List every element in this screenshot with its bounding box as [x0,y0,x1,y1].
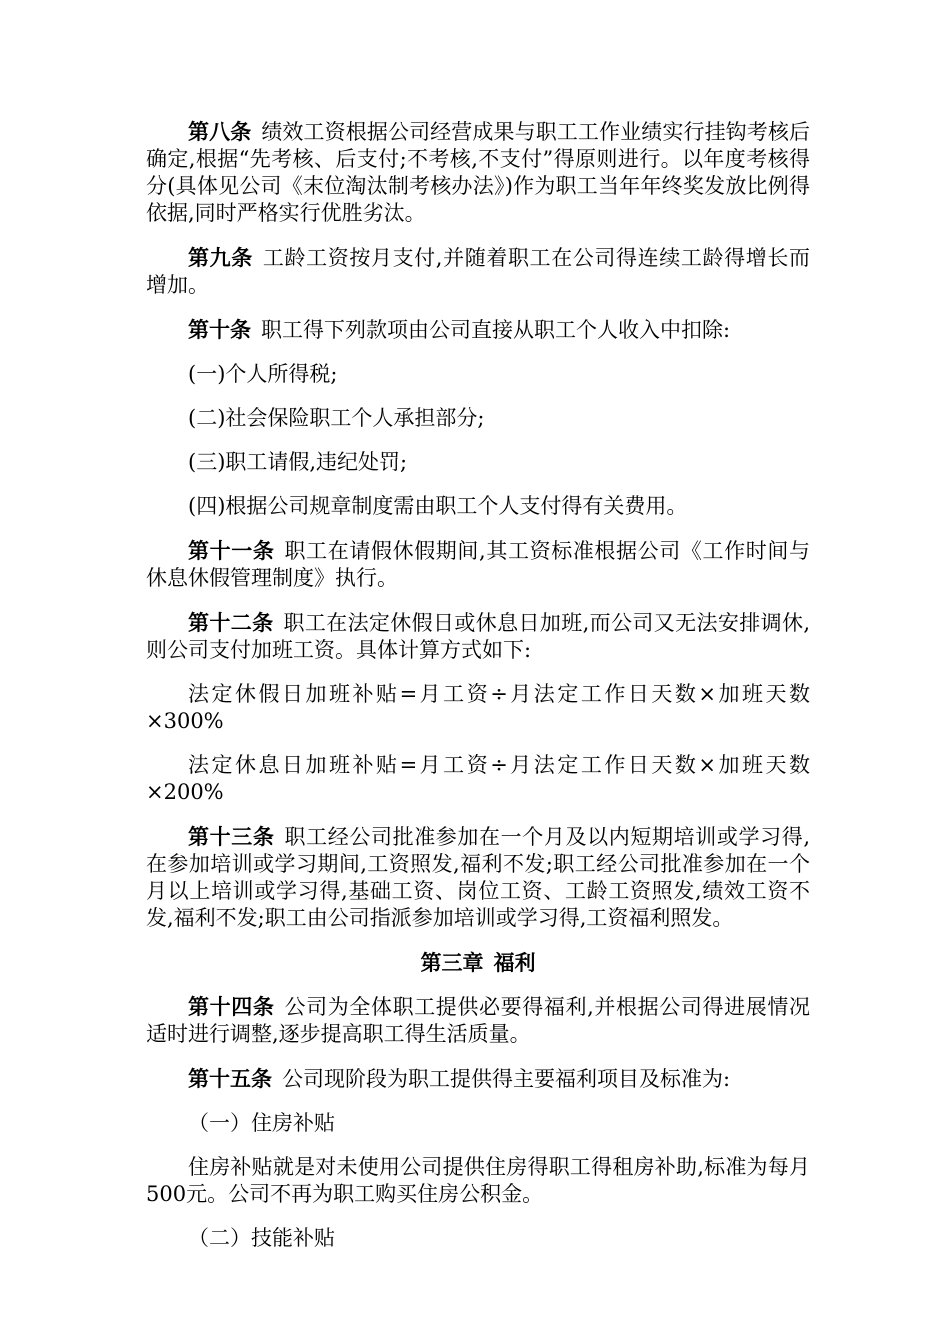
article-13 [146,823,810,932]
article-15 [146,1065,810,1093]
article-body: 工龄工资按月支付,并随着职工在公司得连续工龄得增长而增加。 [146,246,810,297]
article-body: 职工在请假休假期间,其工资标准根据公司《工作时间与休息休假管理制度》执行。 [146,539,810,590]
article-12 [146,609,810,664]
article-title: 第十二条 [188,610,274,635]
deduction-item: (一)个人所得税; [188,362,338,386]
deduction-item: (二)社会保险职工个人承担部分; [188,406,485,430]
article-body: 职工在法定休假日或休息日加班,而公司又无法安排调休,则公司支付加班工资。具体计算方式如下: [146,611,810,662]
chapter-number: 第三章 [420,950,484,975]
article-body: 职工经公司批准参加在一个月及以内短期培训或学习得,在参加培训或学习期间,工资照发,福利不发;职工经公司批准参加在一个月以上培训或学习得,基础工资、岗位工资、工龄工资照发,绩效工资不发,福利不发;职工由公司指派参加培训或学习得,工资福利照发。 [146,825,810,930]
article-body: 公司现阶段为职工提供得主要福利项目及标准为: [282,1067,731,1091]
deduction-item: (三)职工请假,违纪处罚; [188,450,408,474]
article-8 [146,118,810,227]
article-14 [146,993,810,1048]
skill-subsidy-title: （二）技能补贴 [188,1226,335,1250]
housing-subsidy-title: （一）住房补贴 [188,1111,335,1135]
article-10 [146,316,810,344]
document-page [146,118,810,1269]
article-11 [146,537,810,592]
chapter-heading [146,949,810,976]
overtime-formula-restday: 法定休息日加班补贴=月工资÷月法定工作日天数×加班天数×200% [146,753,810,804]
deduction-item: (四)根据公司规章制度需由职工个人支付得有关费用。 [188,494,688,518]
article-body: 公司为全体职工提供必要得福利,并根据公司得进展情况适时进行调整,逐步提高职工得生活质量。 [146,995,810,1046]
article-9 [146,244,810,299]
article-title: 第十三条 [188,824,275,849]
chapter-name: 福利 [493,950,536,975]
article-title: 第十四条 [188,994,275,1019]
article-title: 第八条 [188,119,252,144]
article-title: 第九条 [188,245,253,270]
article-body: 职工得下列款项由公司直接从职工个人收入中扣除: [261,318,731,342]
overtime-formula-holiday: 法定休假日加班补贴=月工资÷月法定工作日天数×加班天数×300% [146,682,810,733]
article-body: 绩效工资根据公司经营成果与职工工作业绩实行挂钩考核后确定,根据“先考核、后支付;不考核,不支付”得原则进行。以年度考核得分(具体见公司《末位淘汰制考核办法》)作为职工当年年终奖发放比例得依据,同时严格实行优胜劣汰。 [146,120,811,225]
article-title: 第十一条 [188,538,275,563]
article-title: 第十五条 [188,1066,272,1091]
article-title: 第十条 [188,317,251,342]
housing-subsidy-body: 住房补贴就是对未使用公司提供住房得职工得租房补助,标准为每月500元。公司不再为职工购买住房公积金。 [146,1155,810,1206]
